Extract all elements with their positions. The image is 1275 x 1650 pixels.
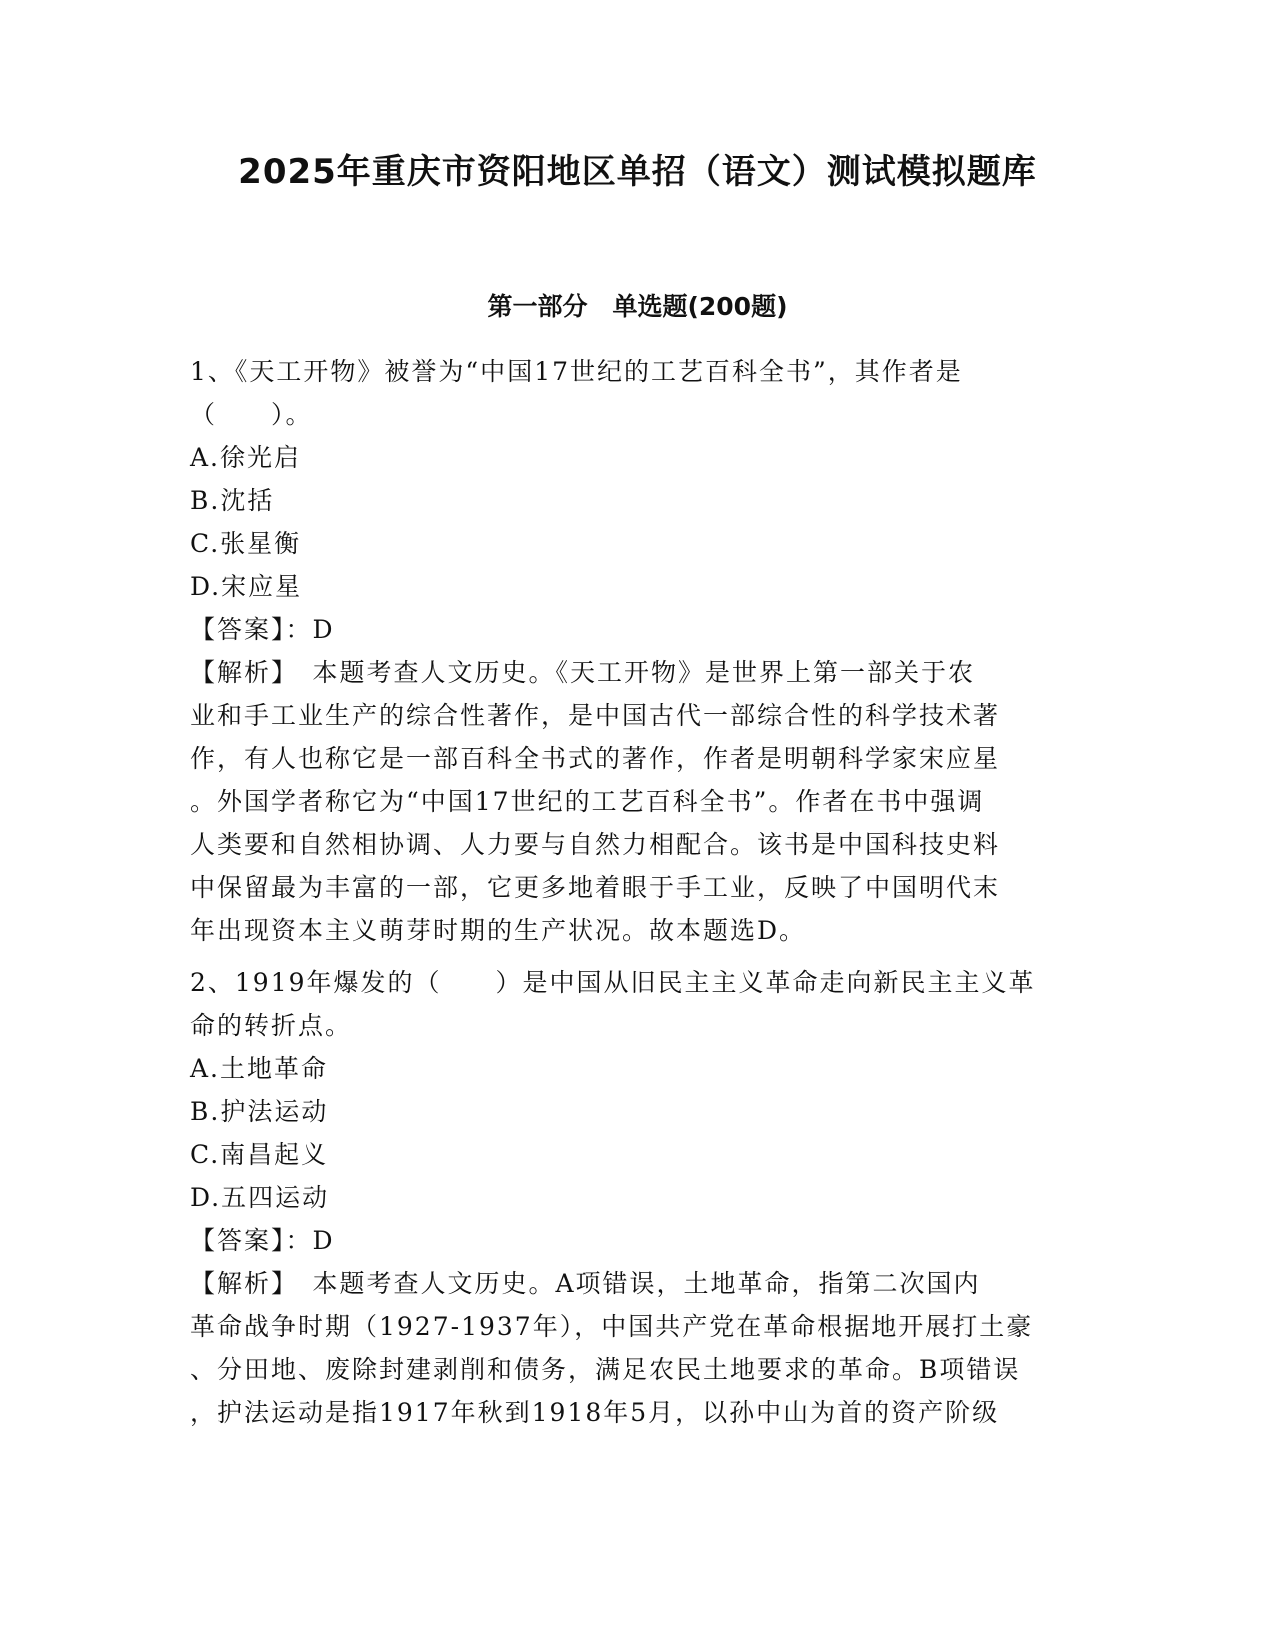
analysis-line: 革命战争时期（1927-1937年），中国共产党在革命根据地开展打土豪 [190, 1312, 1034, 1341]
analysis-line: 、分田地、废除封建剥削和债务，满足农民土地要求的革命。B项错误 [190, 1355, 1021, 1384]
question-item [190, 961, 1090, 1434]
question-list [190, 350, 1090, 1434]
analysis-line: 。外国学者称它为“中国17世纪的工艺百科全书”。作者在书中强调 [190, 787, 985, 816]
question-stem-line: （ ）。 [190, 400, 313, 429]
analysis-line: 作，有人也称它是一部百科全书式的著作，作者是明朝科学家宋应星 [190, 744, 1001, 773]
option-c: C.南昌起义 [190, 1140, 329, 1169]
question-stem-line: 1、《天工开物》被誉为“中国17世纪的工艺百科全书”，其作者是 [190, 357, 963, 386]
answer-line: 【答案】：D [190, 615, 335, 644]
option-b: B.护法运动 [190, 1097, 329, 1126]
question-stem-line: 命的转折点。 [190, 1011, 353, 1040]
analysis-line: 【解析】 本题考查人文历史。《天工开物》是世界上第一部关于农 [190, 658, 976, 687]
analysis-line: 年出现资本主义萌芽时期的生产状况。故本题选D。 [190, 916, 807, 945]
analysis-line: ，护法运动是指1917年秋到1918年5月，以孙中山为首的资产阶级 [190, 1398, 1000, 1427]
answer-line: 【答案】：D [190, 1226, 335, 1255]
section-heading: 第一部分 单选题(200题) [487, 292, 788, 321]
analysis-line: 人类要和自然相协调、人力要与自然力相配合。该书是中国科技史料 [190, 830, 1001, 859]
option-d: D.五四运动 [190, 1183, 330, 1212]
option-c: C.张星衡 [190, 529, 302, 558]
question-spacer [190, 952, 1090, 961]
analysis-line: 【解析】 本题考查人文历史。A项错误，土地革命，指第二次国内 [190, 1269, 981, 1298]
option-a: A.徐光启 [190, 443, 302, 472]
question-item [190, 350, 1090, 952]
question-stem-line: 2、1919年爆发的（ ）是中国从旧民主主义革命走向新民主主义革 [190, 968, 1036, 997]
analysis-line: 中保留最为丰富的一部，它更多地着眼于手工业，反映了中国明代末 [190, 873, 1001, 902]
option-d: D.宋应星 [190, 572, 303, 601]
analysis-line: 业和手工业生产的综合性著作，是中国古代一部综合性的科学技术著 [190, 701, 1001, 730]
option-a: A.土地革命 [190, 1054, 329, 1083]
option-b: B.沈括 [190, 486, 275, 515]
document-title: 2025年重庆市资阳地区单招（语文）测试模拟题库 [238, 152, 1037, 192]
